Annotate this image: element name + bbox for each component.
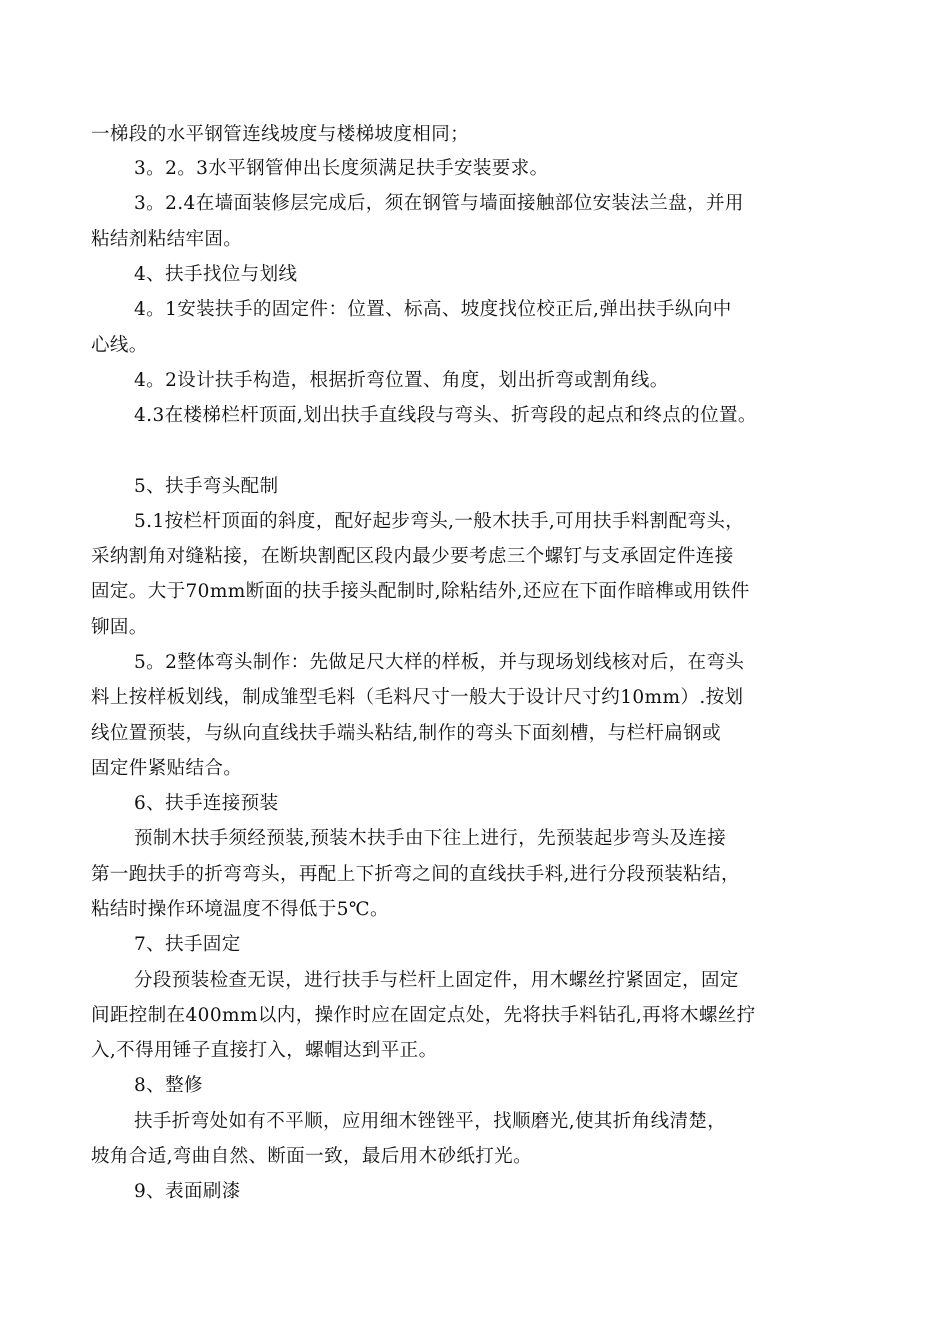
text-line: 扶手折弯处如有不平顺，应用细木锉锉平，找顺磨光,使其折角线清楚， [134,1111,727,1132]
text-line: 入,不得用锤子直接打入，螺帽达到平正。 [91,1040,438,1061]
text-line: 铆固。 [91,617,148,638]
section-heading: 5、扶手弯头配制 [134,476,279,497]
text-line: 固定件紧贴结合。 [91,758,243,779]
text-line: 间距控制在400mm以内，操作时应在固定点处，先将扶手料钻孔,再将木螺丝拧 [91,1005,756,1026]
text-line: 第一跑扶手的折弯弯头，再配上下折弯之间的直线扶手料,进行分段预装粘结， [91,864,740,885]
section-heading: 9、表面刷漆 [134,1181,241,1202]
text-line: 3。2。3水平钢管伸出长度须满足扶手安装要求。 [134,158,549,179]
section-heading: 4、扶手找位与划线 [134,264,298,285]
section-heading: 7、扶手固定 [134,934,241,955]
text-line: 3。2.4在墙面装修层完成后，须在钢管与墙面接触部位安装法兰盘，并用 [134,193,744,214]
section-heading: 6、扶手连接预装 [134,793,279,814]
text-line: 4。1安装扶手的固定件：位置、标高、坡度找位校正后,弹出扶手纵向中 [134,299,732,320]
text-line: 采纳割角对缝粘接，在断块割配区段内最少要考虑三个螺钉与支承固定件连接 [91,546,734,567]
text-line: 固定。大于70mm断面的扶手接头配制时,除粘结外,还应在下面作暗榫或用铁件 [91,581,750,602]
text-line: 5.1按栏杆顶面的斜度，配好起步弯头,一般木扶手,可用扶手料割配弯头， [134,511,745,532]
section-heading: 8、整修 [134,1075,203,1096]
text-line: 5。2整体弯头制作：先做足尺大样的样板，并与现场划线核对后，在弯头 [134,652,745,673]
text-line: 坡角合适,弯曲自然、断面一致，最后用木砂纸打光。 [91,1146,532,1167]
text-line: 料上按样板划线，制成雏型毛料（毛料尺寸一般大于设计尺寸约10mm）.按划 [91,687,744,708]
text-line: 粘结时操作环境温度不得低于5℃。 [91,899,389,920]
text-line: 一梯段的水平钢管连线坡度与楼梯坡度相同； [91,124,470,145]
text-line: 4。2设计扶手构造，根据折弯位置、角度，划出折弯或割角线。 [134,370,669,391]
text-line: 心线。 [91,335,148,356]
text-line: 分段预装检查无误，进行扶手与栏杆上固定件，用木螺丝拧紧固定，固定 [134,970,739,991]
text-line: 线位置预装，与纵向直线扶手端头粘结,制作的弯头下面刻槽，与栏杆扁钢或 [91,723,721,744]
text-line: 4.3在楼梯栏杆顶面,划出扶手直线段与弯头、折弯段的起点和终点的位置。 [134,405,757,426]
text-line: 粘结剂粘结牢固。 [91,229,243,250]
text-line: 预制木扶手须经预装,预装木扶手由下往上进行，先预装起步弯头及连接 [134,828,727,849]
